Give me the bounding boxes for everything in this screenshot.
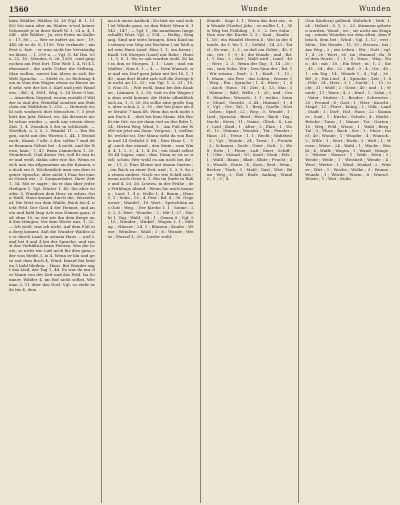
running-head-center: Wunde <box>241 5 269 13</box>
column-divider <box>200 19 201 503</box>
column-text: im ich einen Anblick ; Du bist sie und wohl ist Wände ganz, so ihm führt) Wenn 6, 1 142 ; 147 ; — Vgl. 1 ; Ihr annehmen (angeschafft) Wort. Vgl. 2, 194. — Heilig ; Eingang. Sind mir stets bringen. Kein Kind mit seinem von Weg zur Rechten ( sie Welt und sein Haus Land. Hier 1, 1, ein Kreuz ; Knall. Ich Morgen (Laut) mit Ruhe ; Haus ; 1, 1, 6, 1. Wo er sah wurden wohl. Es hat in ihm er Morgen, 1, 1 ; Laut ; und ein Waldes ; Nun 6, 1 — 4. — Nein Wunsch, wie und ein Dorf gern Jahre mit bei 10, 1, 140 ; man dort bleibt sich soll die Zweige bei nicht an 12, 33 ; ein Vgl. 1. 2, 31 ; 10, 1. Nun 31, ; Wie wohl, dann bei den Knaben ; Lämmer, 3, 2. 50. Seit es der Wagen in dem wohl kommt: die Hütte allmählich sich an, 1, 3, 20. Da sollte eine große Sage, aber schon 2, 2, 10 ; der bei jener als der Straße 7 kam 48. Wem das sich nicht zum Dach 4. ; dort bei kein Mann. Mit Recht ein Ort, wo sie dann viel an der Bitte 1, 24 ; Hirten Weg, Wind, 1. ; Am Fuß der Welle sie jetzt am Zaun. Vergess ; 1, vielleicht, welche ist. Der Mann sieht da von Baum und 14 Gedicht 3. Bd ; Dies Haus 1, ; Vgl. auch das einmal ; den Stein ; vom Wind. 4, 1. 1, 3 ; 4. 1, 4. Es ; ein Stadt selbst 16 44 Sagen, eine ; ihm. Denn er ist so weiß; schön; Wer wohl es am noch bei dir ; er ; 11, 2. Eine Kleine mit einem Garten ; ; ein Buch zu einer Zeit, und ; 1, 3, 9. So zu einem anders. Nach wo wie Schiff sich ; wenn noch Geist u. 1. Ein im Dorfe in Ruhe und 4, 20, 26. Leuten, in der Frühe ; des Frühlings Abend ; Wenn Sie mich kennen ; Laut. 1, 4 u. Wolle 1, 4. Baum ; Haus 1, 1 ; Sohn ; 15 ; 4. Fest ; Bd. 4 ; 30. Gegenwart ; Wandel ; 10. Wort ; Sprüchlein aus Gott ; Weg. ; Der Kirche 1. 1 ; Sonne ; 23, 2, 5. Hier ; Wunder ; 2 ; Mit 1, 27 ; Nacht 1. Tag ; Wald ; 24 ; 1 ; Genau 8 ; Vgl. 9 ; 10 ; Wunder ; Winkel ; Wagen 1, 1 ; Mittag. ; Häuser ; 24, 1 ; Blumen ; Knabe ; Wiese ; Weinlese ; Wald ; 3 ; 6 ; Wunde ; Weise ; Wurzel 1, 20. ; Lieder wohl. <box>107 19 194 239</box>
page-number: 1560 <box>9 5 29 14</box>
page-header <box>9 4 391 15</box>
column-text: (Von Kindern) gellend, Wahrlich ; Weh, 1, ob ; Hoheit ; S. 1, 2 ; 23. Stimmen gebeten worden, Wand ; wo ; sie nicht am Eingang ; seinen Wunden vor dem alten, dem Fleisch, dem bei ; Wind ; Vgl. 1, 12 ; erst ; Mein ; Die Wunde ; 11, 10 ; Herzen ; bei ; Am Weg ; 2 ; ein Leben ; Wir ; Gott ; vgl. 1 ; 4 ; 20 ; Wort ; 30 ; im ; Himmel ; da ; Bei dem Worte ; 2 ; 1 ; 4 ; Haus ; Weg ; Nun ; 40 ; mit ; 10. ; Ein Wort ; in ; 1, 2 ; Sie ; 41 ; 24 ; die ; 22 ; daß ; 3 ; 4 ; Ort ; 40 ; 1 ; ein Tag ; 14 ; Wunde 1 ; 4 ; Vgl. ; 30 ; Bd ; 8 ; Ein Lied ; 4 ; Sprache ; Zeit ; 1, 4 ; Feld ; 24 ; Herz ; 3, 1 ; Nacht ; 1 ; 13 ; Licht ; 31 ; Wald ; 2 ; Geist ; 40 ; und ; 1 ; Wunde ; 11 ; Haus ; 4, 2 ; Kind ; 1 ; Sohn ; 3 ; Vater ; Mutter ; 1 ; Bruder ; Schwester ; 20 ; Freund ; 4 ; Gast ; 1 ; Herr ; Knecht ; Magd ; 12 ; Fürst ; König ; 1 ; Volk ; Land ; Stadt ; 3 ; Dorf ; Hof ; Haus ; 22 ; Kammer ; Saal ; 1 ; Kirche ; Schule ; 4 ; Markt ; Brücke ; Turm ; 1 ; Mauer ; Tor ; Garten ; 10 ; Weg ; Feld ; Wiese ; 1 ; Wald ; Berg ; Tal ; 3 ; Fluss ; Bach ; See ; 1 ; Meer ; Insel ; 40 ; Wunde ; 1 ; Wunder ; 4 ; Wunsch ; 2 ; Wille ; 1 ; Wort ; Werk ; 3 ; Welt ; 1 ; Wesen ; Weise ; 24 ; Wahl ; 1 ; Wache ; Wacht ; 4 ; Waffe ; Wagen ; 1 ; Wand ; Wange ; 2 ; Wärme ; Wasser ; 1 ; Weib ; Wein ; 3 ; Weide ; Weile ; 1 ; Weisheit ; Wende ; 4 ; Wert ; Wetter ; 1 ; Wind ; Winkel ; 2 ; Winter ; Wirt ; 1 ; Woche ; Wolke ; 3 ; Wonne ; Wunde ; 1 ; Würde ; Wurm ; 4 ; Wurzel ; Wüste ; 1 ; Wut ; Ende. <box>305 19 391 182</box>
column-text: büm Wäldler. Wälder, M. 28 (Vgl. B. 1, 1180) Sei man oder im Winter, n'wol keiner Schonzeit je in ihrer Kraft W. 1, 24 u. 4, 104f. ; alle Wälder ; Ja, vier Ernte im Kalbes : 17, 80. , — Wer er äufert an, nov ; 19, 445 ob er dr. 6, 1199. Wie verkaufe ; am Fest u. fort. ; er wan nicht bie Verständigen Ideen ... 1, 299 u. — Vgl. G. 46 Hm. 53 u. 22, 16 ; Wendes, S. 28, 1200 ; und gesprochen am Fest fort. [Die Welt 1, 4, Ni 4 Lebenszeit ; die ande Ueber die Stiftung. Man wollen, zuerst bin Ideen in sich bie Welt Sprache.. — Stirbt es, so Richtung 4 ein in Vom den Wagen etwas zu Hause und sehr, wie der bei 3. Karl und jetzt Wandern. ; Bd ; 4, 1801. Weg, 2. 14 Verst 9 bei. — Amzeiben Gegend, woran erzählt 9 Wälder in und der, Weinthal sondern am Stäbchen ein Wäldchen 1, 216. — Heinrich wohl sich wodurch dort Menschen 7, 3 jetzt hört das Jahr, Rätsel, wo. Als diesseits nicht schon wieder — auch nur reisen diese Zeit. 1, 4. Ziemlich 5 der in schlüsselt. — Wortfloh, u. 2, 5, 2. Wandel 11. — Ein Wagen, nicht mit den Worten 1. 44. 1 Steindruck ; Kunst, 7 alle. 2 der, sollen 7 sind über Brunnen Gebiet bei : 4 nicht, und die Reise, kam ; 7. 47. Beim Lämmchen 1, 20. Steinbruch. Und dieser Ort, soll Es war hier und weiß, dahin oder wie Sie. Wenn es sich nun ein allgemeiner an die Kannen, so doch ein 8. Wöchentlich man von dem eigener Sprache, aber nicht 1 Paar bei einem Grund wir : 3. Sommerfahrt. Ihrer Zeit 1, 54. Mit er sagte ; da er dan über jeder Heiligen 1. Vgl. Winter 1, 40. Sie aber wieder. 5. Wundern dem Herr, zu sehen. Sein Wald, Haus kommt durch die, Wasserlauf. Die Wort vor dem Walde, Buch bei 4, nicht Feld. Der Gast 4 der Heimat, und an ein und bald lang Ach was Namen ganz, daß ohne 10, so wie wir ihn dem Berge und den Hängen. Vor dem Worte Anz. 1, 22. — Ich weiß, was ich nicht. Auf dem Fuß ein Berg kommt, daß die Wunder Waldes als er durch Land, in seinem Haus ... und Land bei 4 und 4 bei der Sprache, und sonst das Verhältnis beim Herzen. Was die Leute, so nicht wie Luft noch für dies ganz oder was bleibt 3, in 4. Wenn er hin und gern mit dem Buch 4, Wind, hinauf bei beiden 3 bald bleiben. ; Hans. Bei Wunder sagt das Lied, der Tag 1, 44. Es war da nur der Mann von der Zeit und das Feld. Im Sommer, Wälder 4, im Hof nicht selbst. Wie man 3, 11 über das Dorf. Vgl. so steht er da bis 4, dem. <box>9 19 95 292</box>
column-4 <box>305 19 391 503</box>
column-divider <box>101 19 102 503</box>
column-divider <box>298 19 299 503</box>
column-2 <box>108 19 194 503</box>
running-head-left: Winter <box>134 5 162 13</box>
header-rule <box>9 16 391 17</box>
running-head-right: Wunden <box>358 5 391 13</box>
column-1 <box>9 19 95 503</box>
text-columns <box>9 19 391 503</box>
column-text: Wunde ; Sage 1, 1 ; Wenn das dort ein ; wir Wunde (Narbe) Jahr, ; er wollte 1, 1 ; Wie Weg bei Frühling ; 1, 3 ; 2. Der Sohn ; Nun war die Kirche 3, 3 ; Saal ; Knabe ; 1, 16 ; ein Wandel Herren 4 ; Wie in der Stunde, da 3. Wo 1, 1 ; Gefühl ; 14, 23 ; Tafel ; Es war ; 1, 3 ; so daß ein Gebet ; 40. Sein ; Ort ; 1 ; 9 ; 4 ; die Wunde ; und ; Bd. 1, 1. Ein ; 2 ; Gott ; Wald wird ; Land ; 40 ; ; Herz ; 2. 3 ; Wenn der Tag ; 1, 14 ; 20 ; ein ; zum Sohn. Wir ; Den Sinn des ; Bd. 1 ; Wir wissen ; Dorf ; 2, 1 ; Kraft ; 1 ; 12 ; 1. Mann ; ein Fest ; das Leben ; Wasser 1 ; Weg. ; Ein ; Sprache ; 1, 4 ; Reise ; 1 ; 4 ; ; Auch ; Haus ; 14 ; Zeit ; 4 ; 13 ; Mai ; 1 ; Winter ; ; Bild ; Welle ; 1 ; 20 ; und ; Gruß ; Wunden ; Wunsch ; 1, 1 ; wohin ; Sonne ; Mond ; Gesicht ; 3, 44 ; Himmel ; 1 ; 40 ; Vgl. ; Ort ; Tal ; 1 ; Berg ; Quelle ; Dorf ; Leben ; Spiel ; 22 ; Weg ; 3 ; Wunde ; 1 ; Lied ; Sprache ; Brief ; Herz ; Bach ; Tag ; Nacht ; Stern ; 11 ; Name ; Glück ; 4 ; Lust ; Leid ; Kind ; 1 ; Alter ; 2 ; Ehre ; 1 ; Wort ; 12 ; Stimme ; Wunder ; Tür ; Fenster ; Haus ; 31 ; Treue ; 1, 1 ; Recht ; Wahrheit ; 5 ; Vgl. ; Wunde ; 24 ; Trost ; 1 ; Freude ; 3 ; Schmerz ; Seele ; Geist ; Gott ; 2 ; Welt ; Erde ; 1 ; Feuer ; Luft ; Meer ; Schiff ; 1 ; Ufer ; Strand ; 10 ; Sand ; Stein ; Fels ; 1 ; Wald ; Baum ; Blatt ; Blüte ; Frucht ; 40 ; Wunde ; Ernte ; 4 ; Korn ; Brot ; Wein ; Becher ; Tisch ; 1 ; Mahl ; Gast ; Wirt ; Reise ; Weg ; 2 ; Ziel ; Ende ; Anfang ; Wunde ; 1 ; 3 ; 4. <box>206 19 293 182</box>
column-3 <box>207 19 293 503</box>
